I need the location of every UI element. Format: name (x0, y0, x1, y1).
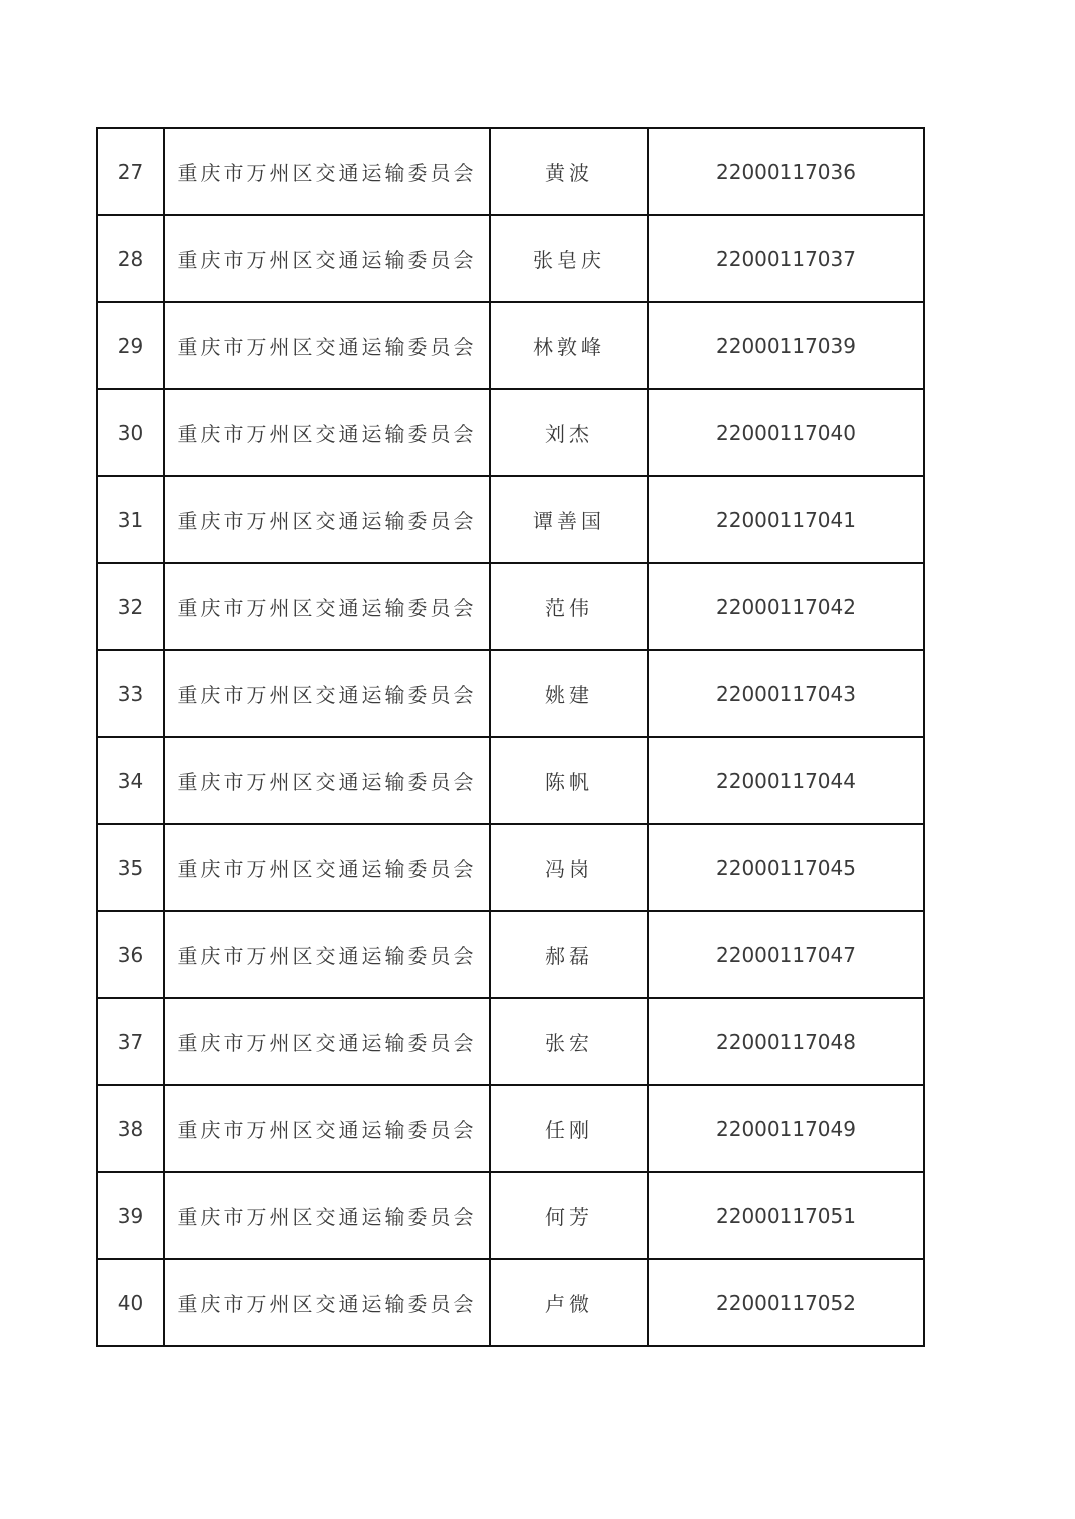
organization-cell: 重庆市万州区交通运输委员会 (164, 302, 490, 389)
organization-cell: 重庆市万州区交通运输委员会 (164, 1259, 490, 1346)
certificate-number-cell: 22000117040 (648, 389, 924, 476)
person-name-cell: 林敦峰 (490, 302, 648, 389)
person-name-cell: 陈帆 (490, 737, 648, 824)
row-index: 37 (97, 998, 164, 1085)
organization-cell: 重庆市万州区交通运输委员会 (164, 476, 490, 563)
certificate-number-cell: 22000117051 (648, 1172, 924, 1259)
person-name-cell: 姚建 (490, 650, 648, 737)
table-row (97, 1085, 924, 1172)
certificate-number-cell: 22000117048 (648, 998, 924, 1085)
table-row (97, 1259, 924, 1346)
person-name-cell: 任刚 (490, 1085, 648, 1172)
person-name-cell: 何芳 (490, 1172, 648, 1259)
table-row (97, 824, 924, 911)
certificate-number-cell: 22000117037 (648, 215, 924, 302)
person-name-cell: 刘杰 (490, 389, 648, 476)
row-index: 33 (97, 650, 164, 737)
certificate-number-cell: 22000117041 (648, 476, 924, 563)
table-row (97, 389, 924, 476)
person-name-cell: 黄波 (490, 128, 648, 215)
row-index: 39 (97, 1172, 164, 1259)
organization-cell: 重庆市万州区交通运输委员会 (164, 737, 490, 824)
organization-cell: 重庆市万州区交通运输委员会 (164, 389, 490, 476)
roster-table (96, 127, 925, 1347)
row-index: 34 (97, 737, 164, 824)
person-name-cell: 张皂庆 (490, 215, 648, 302)
person-name-cell: 郝磊 (490, 911, 648, 998)
table-row (97, 998, 924, 1085)
certificate-number-cell: 22000117047 (648, 911, 924, 998)
row-index: 30 (97, 389, 164, 476)
table-row (97, 563, 924, 650)
table-row (97, 737, 924, 824)
row-index: 32 (97, 563, 164, 650)
roster-table-body (97, 128, 924, 1346)
row-index: 38 (97, 1085, 164, 1172)
table-row (97, 215, 924, 302)
certificate-number-cell: 22000117049 (648, 1085, 924, 1172)
table-row (97, 476, 924, 563)
person-name-cell: 范伟 (490, 563, 648, 650)
table-row (97, 1172, 924, 1259)
row-index: 36 (97, 911, 164, 998)
organization-cell: 重庆市万州区交通运输委员会 (164, 824, 490, 911)
certificate-number-cell: 22000117043 (648, 650, 924, 737)
person-name-cell: 卢微 (490, 1259, 648, 1346)
person-name-cell: 谭善国 (490, 476, 648, 563)
organization-cell: 重庆市万州区交通运输委员会 (164, 128, 490, 215)
row-index: 29 (97, 302, 164, 389)
organization-cell: 重庆市万州区交通运输委员会 (164, 998, 490, 1085)
table-row (97, 911, 924, 998)
organization-cell: 重庆市万州区交通运输委员会 (164, 1172, 490, 1259)
person-name-cell: 冯岗 (490, 824, 648, 911)
certificate-number-cell: 22000117036 (648, 128, 924, 215)
certificate-number-cell: 22000117045 (648, 824, 924, 911)
row-index: 40 (97, 1259, 164, 1346)
row-index: 31 (97, 476, 164, 563)
certificate-number-cell: 22000117039 (648, 302, 924, 389)
row-index: 28 (97, 215, 164, 302)
certificate-number-cell: 22000117044 (648, 737, 924, 824)
table-row (97, 650, 924, 737)
certificate-number-cell: 22000117052 (648, 1259, 924, 1346)
organization-cell: 重庆市万州区交通运输委员会 (164, 911, 490, 998)
certificate-number-cell: 22000117042 (648, 563, 924, 650)
person-name-cell: 张宏 (490, 998, 648, 1085)
row-index: 27 (97, 128, 164, 215)
table-row (97, 128, 924, 215)
table-row (97, 302, 924, 389)
organization-cell: 重庆市万州区交通运输委员会 (164, 215, 490, 302)
organization-cell: 重庆市万州区交通运输委员会 (164, 563, 490, 650)
organization-cell: 重庆市万州区交通运输委员会 (164, 1085, 490, 1172)
row-index: 35 (97, 824, 164, 911)
organization-cell: 重庆市万州区交通运输委员会 (164, 650, 490, 737)
